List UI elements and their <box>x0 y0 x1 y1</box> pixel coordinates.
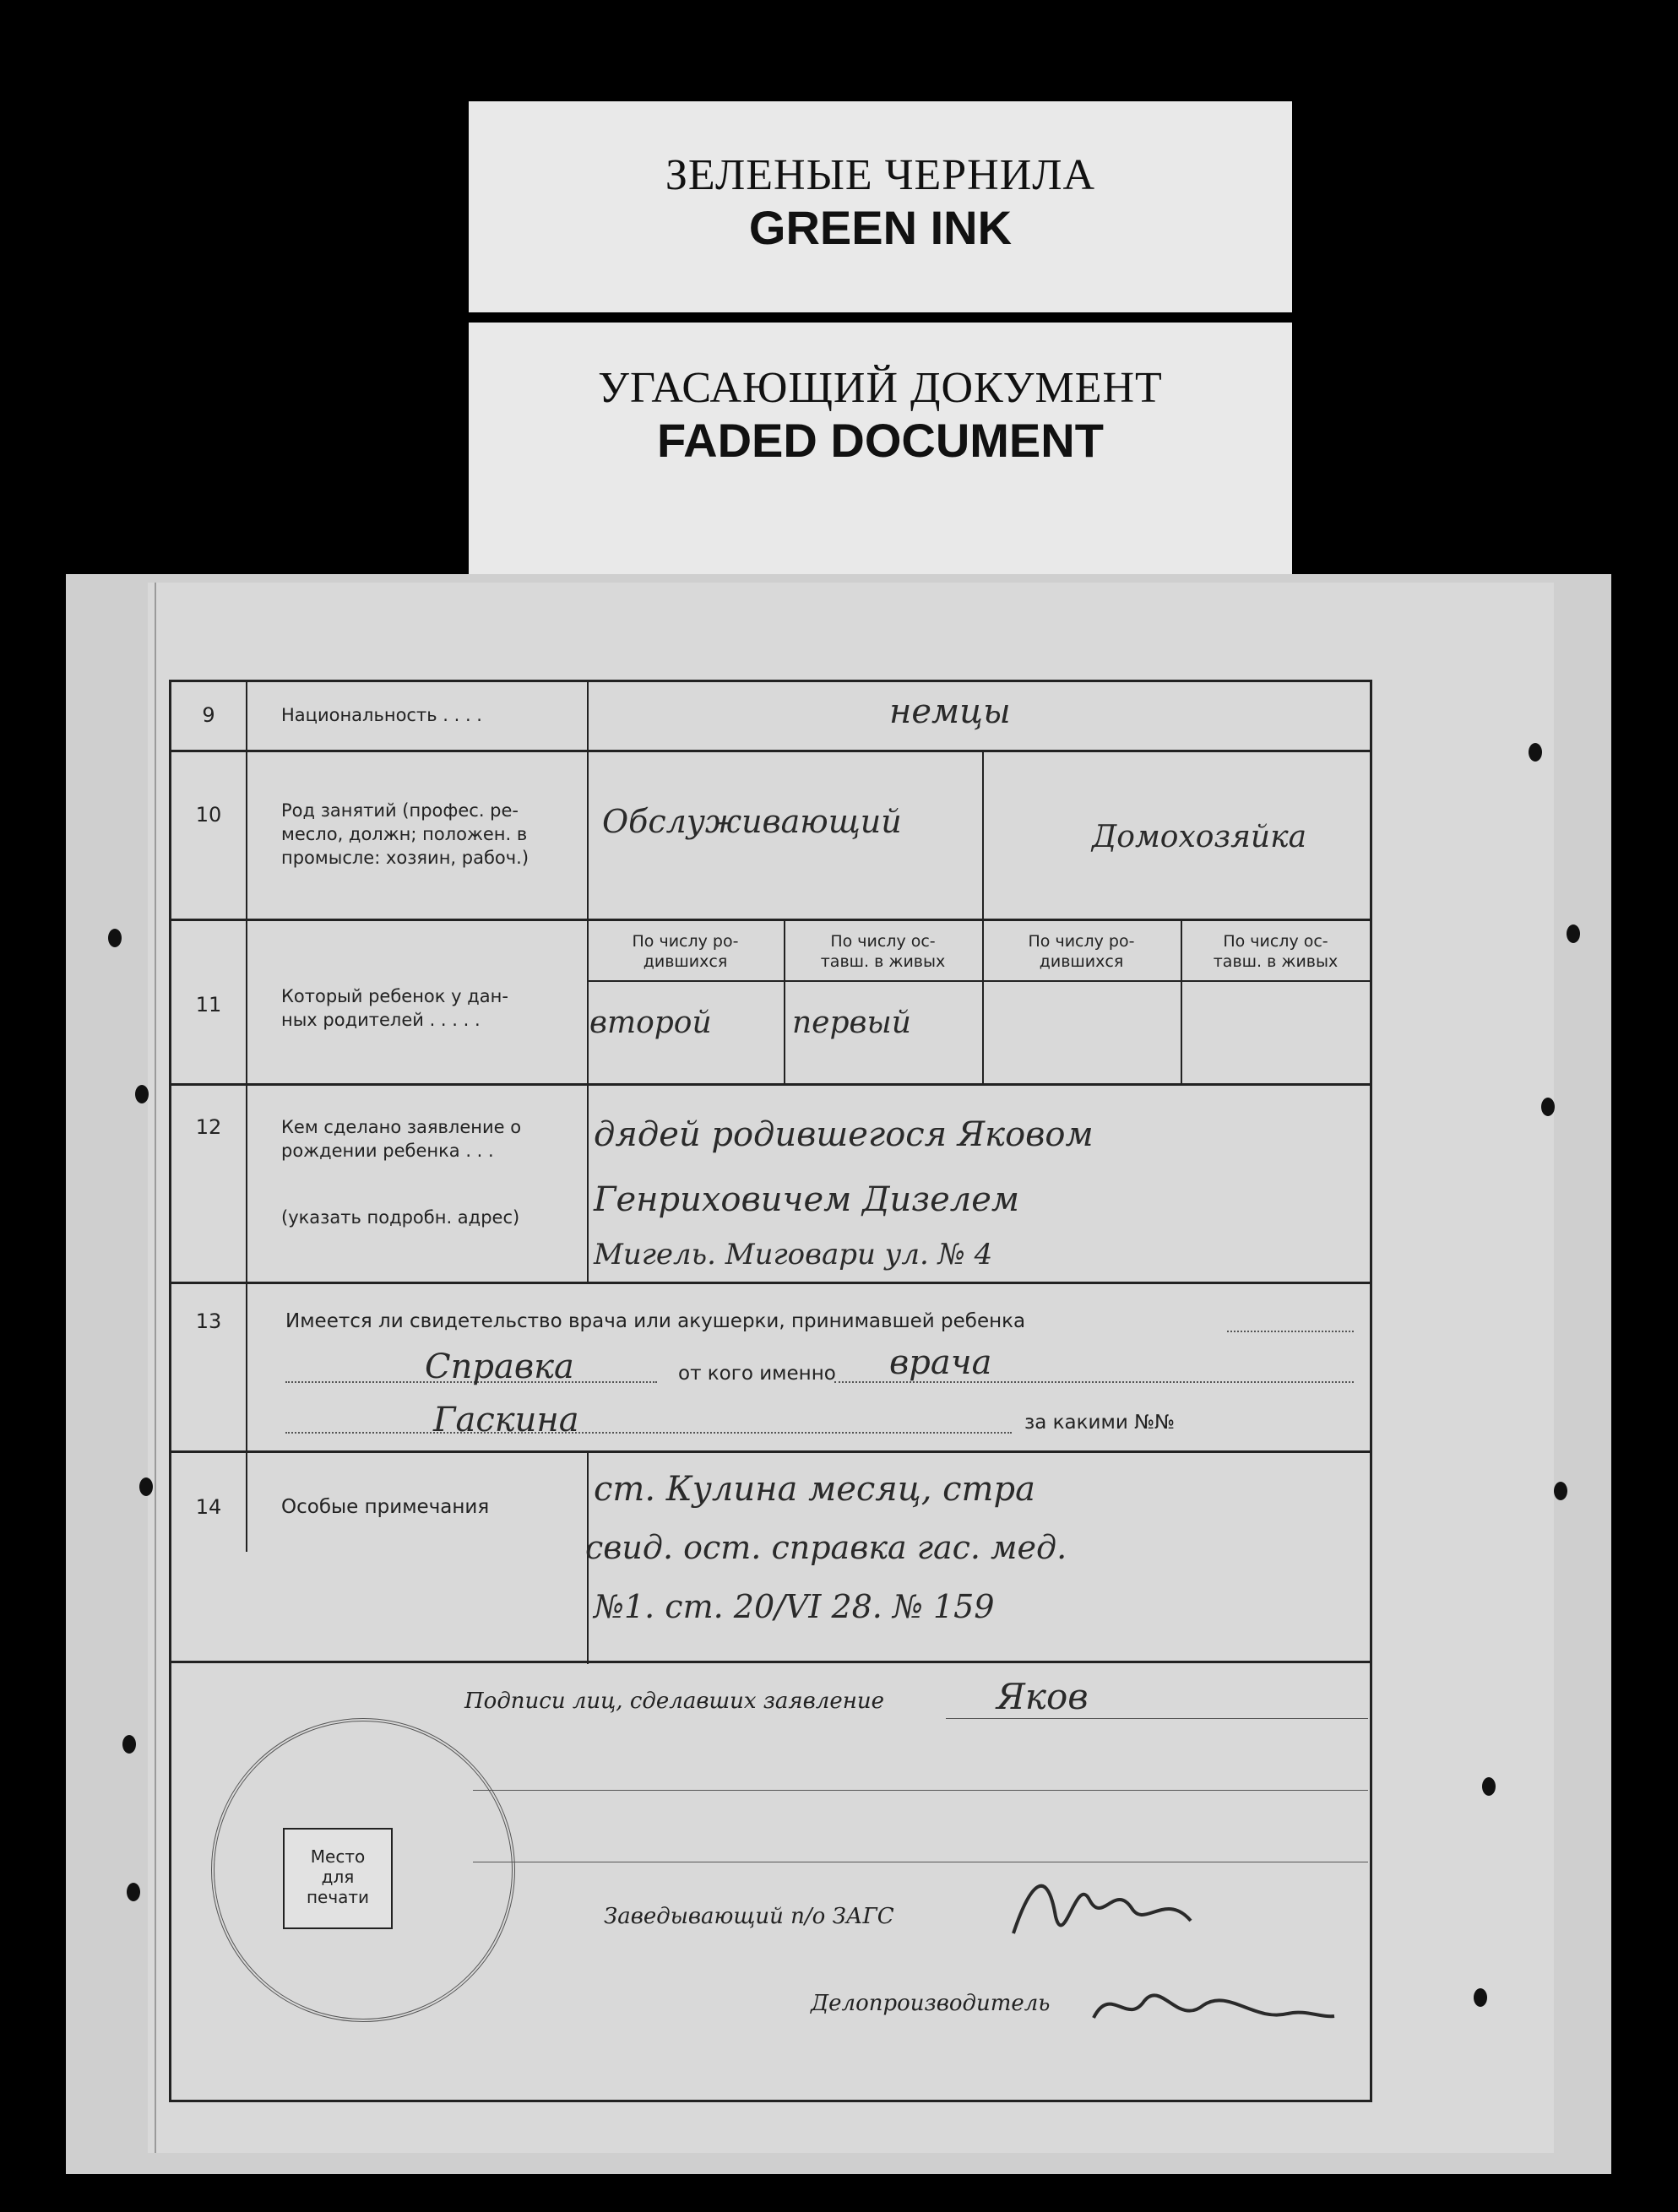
registration-form-table <box>169 680 1372 1663</box>
row-occupation <box>171 750 1370 919</box>
clerk-signature <box>1085 1967 1339 2043</box>
nationality-label: Национальность . . . . <box>281 705 482 725</box>
declarant-address: Мигель. Миговари ул. № 4 <box>594 1238 993 1271</box>
binder-hole <box>122 1735 136 1754</box>
row-number: 14 <box>195 1495 222 1519</box>
row-remarks <box>171 1450 1370 1662</box>
row-number: 13 <box>195 1309 222 1333</box>
dotted-line <box>285 1432 1012 1434</box>
binder-hole <box>1554 1482 1567 1500</box>
binder-hole <box>127 1883 140 1901</box>
declarant-label-2: рождении ребенка . . . <box>281 1141 494 1161</box>
declarant-label-3: (указать подробн. адрес) <box>281 1207 520 1228</box>
declarant-line-2: Генриховичем Дизелем <box>594 1180 1020 1219</box>
signers-label: Подписи лиц, сделавших заявление <box>464 1689 884 1714</box>
green-ink-notice <box>469 101 1292 312</box>
binder-hole <box>135 1085 149 1103</box>
column-divider <box>587 1086 589 1282</box>
column-divider <box>982 752 984 919</box>
alive-header-father: По числу ос- тавш. в живых <box>820 932 946 971</box>
row-declarant <box>171 1083 1370 1282</box>
born-header-mother: По числу ро- дившихся <box>1028 932 1135 971</box>
row-number: 9 <box>202 703 215 727</box>
mother-occupation: Домохозяйка <box>1092 820 1307 854</box>
born-header-father: По числу ро- дившихся <box>632 932 739 971</box>
faded-en: FADED DOCUMENT <box>657 414 1104 467</box>
binder-hole <box>1482 1777 1496 1796</box>
row-number: 12 <box>195 1115 222 1139</box>
signature-line <box>946 1718 1368 1719</box>
row-nationality <box>171 682 1370 750</box>
faded-ru: УГАСАЮЩИЙ ДОКУМЕНТ <box>598 364 1163 412</box>
row-number: 11 <box>195 993 222 1017</box>
remarks-label: Особые примечания <box>281 1496 490 1518</box>
zags-head-label: Заведывающий п/о ЗАГС <box>604 1904 894 1929</box>
binder-hole <box>1529 743 1542 762</box>
child-order-label-2: ных родителей . . . . . <box>281 1010 481 1030</box>
certificate-from: врача <box>889 1343 992 1382</box>
binder-hole <box>1541 1098 1555 1116</box>
clerk-label: Делопроизводитель <box>811 1991 1051 2016</box>
numbers-label: за какими №№ <box>1024 1412 1175 1434</box>
occupation-label-2: месло, должн; положен. в <box>281 824 528 844</box>
header-divider <box>587 980 1370 982</box>
certificate-type: Справка <box>425 1347 574 1386</box>
binder-hole <box>1567 924 1580 943</box>
stamp-box: Место для печати <box>283 1828 393 1929</box>
row-number: 10 <box>195 803 222 827</box>
column-divider <box>587 752 589 919</box>
from-whom-label: от кого именно <box>678 1363 836 1385</box>
occupation-label-3: промысле: хозяин, рабоч.) <box>281 848 529 868</box>
child-order-label-1: Который ребенок у дан- <box>281 986 508 1006</box>
row-child-order <box>171 919 1370 1083</box>
row-certificate <box>171 1282 1370 1450</box>
nationality-value: немцы <box>889 692 1011 731</box>
binder-hole <box>108 929 122 947</box>
binder-hole <box>1474 1988 1487 2007</box>
green-ink-en: GREEN INK <box>748 201 1013 254</box>
alive-header-mother: По числу ос- тавш. в живых <box>1213 932 1339 971</box>
certificate-name: Гаскина <box>433 1401 579 1439</box>
signature-line <box>473 1790 1368 1791</box>
remarks-line-1: ст. Кулина месяц, стра <box>594 1470 1035 1509</box>
signer-signature: Яков <box>996 1676 1089 1717</box>
remarks-line-3: №1. ст. 20/VI 28. № 159 <box>594 1588 995 1625</box>
green-ink-ru: ЗЕЛЕНЫЕ ЧЕРНИЛА <box>665 151 1096 199</box>
binder-hole <box>139 1477 153 1496</box>
remarks-line-2: свид. ост. справка гас. мед. <box>585 1529 1067 1566</box>
declarant-label-1: Кем сделано заявление о <box>281 1117 522 1137</box>
occupation-label-1: Род занятий (профес. ре- <box>281 800 519 821</box>
child-order-alive: первый <box>792 1006 911 1040</box>
dotted-line <box>1227 1331 1354 1332</box>
declarant-line-1: дядей родившегося Яковом <box>594 1115 1094 1154</box>
child-order-born: второй <box>589 1006 712 1040</box>
head-signature <box>996 1849 1233 1959</box>
father-occupation: Обслуживающий <box>602 803 902 840</box>
column-divider <box>587 682 589 750</box>
faded-document-notice <box>469 323 1292 576</box>
certificate-label: Имеется ли свидетельство врача или акушерки, принимавшей ребенка <box>285 1310 1026 1332</box>
